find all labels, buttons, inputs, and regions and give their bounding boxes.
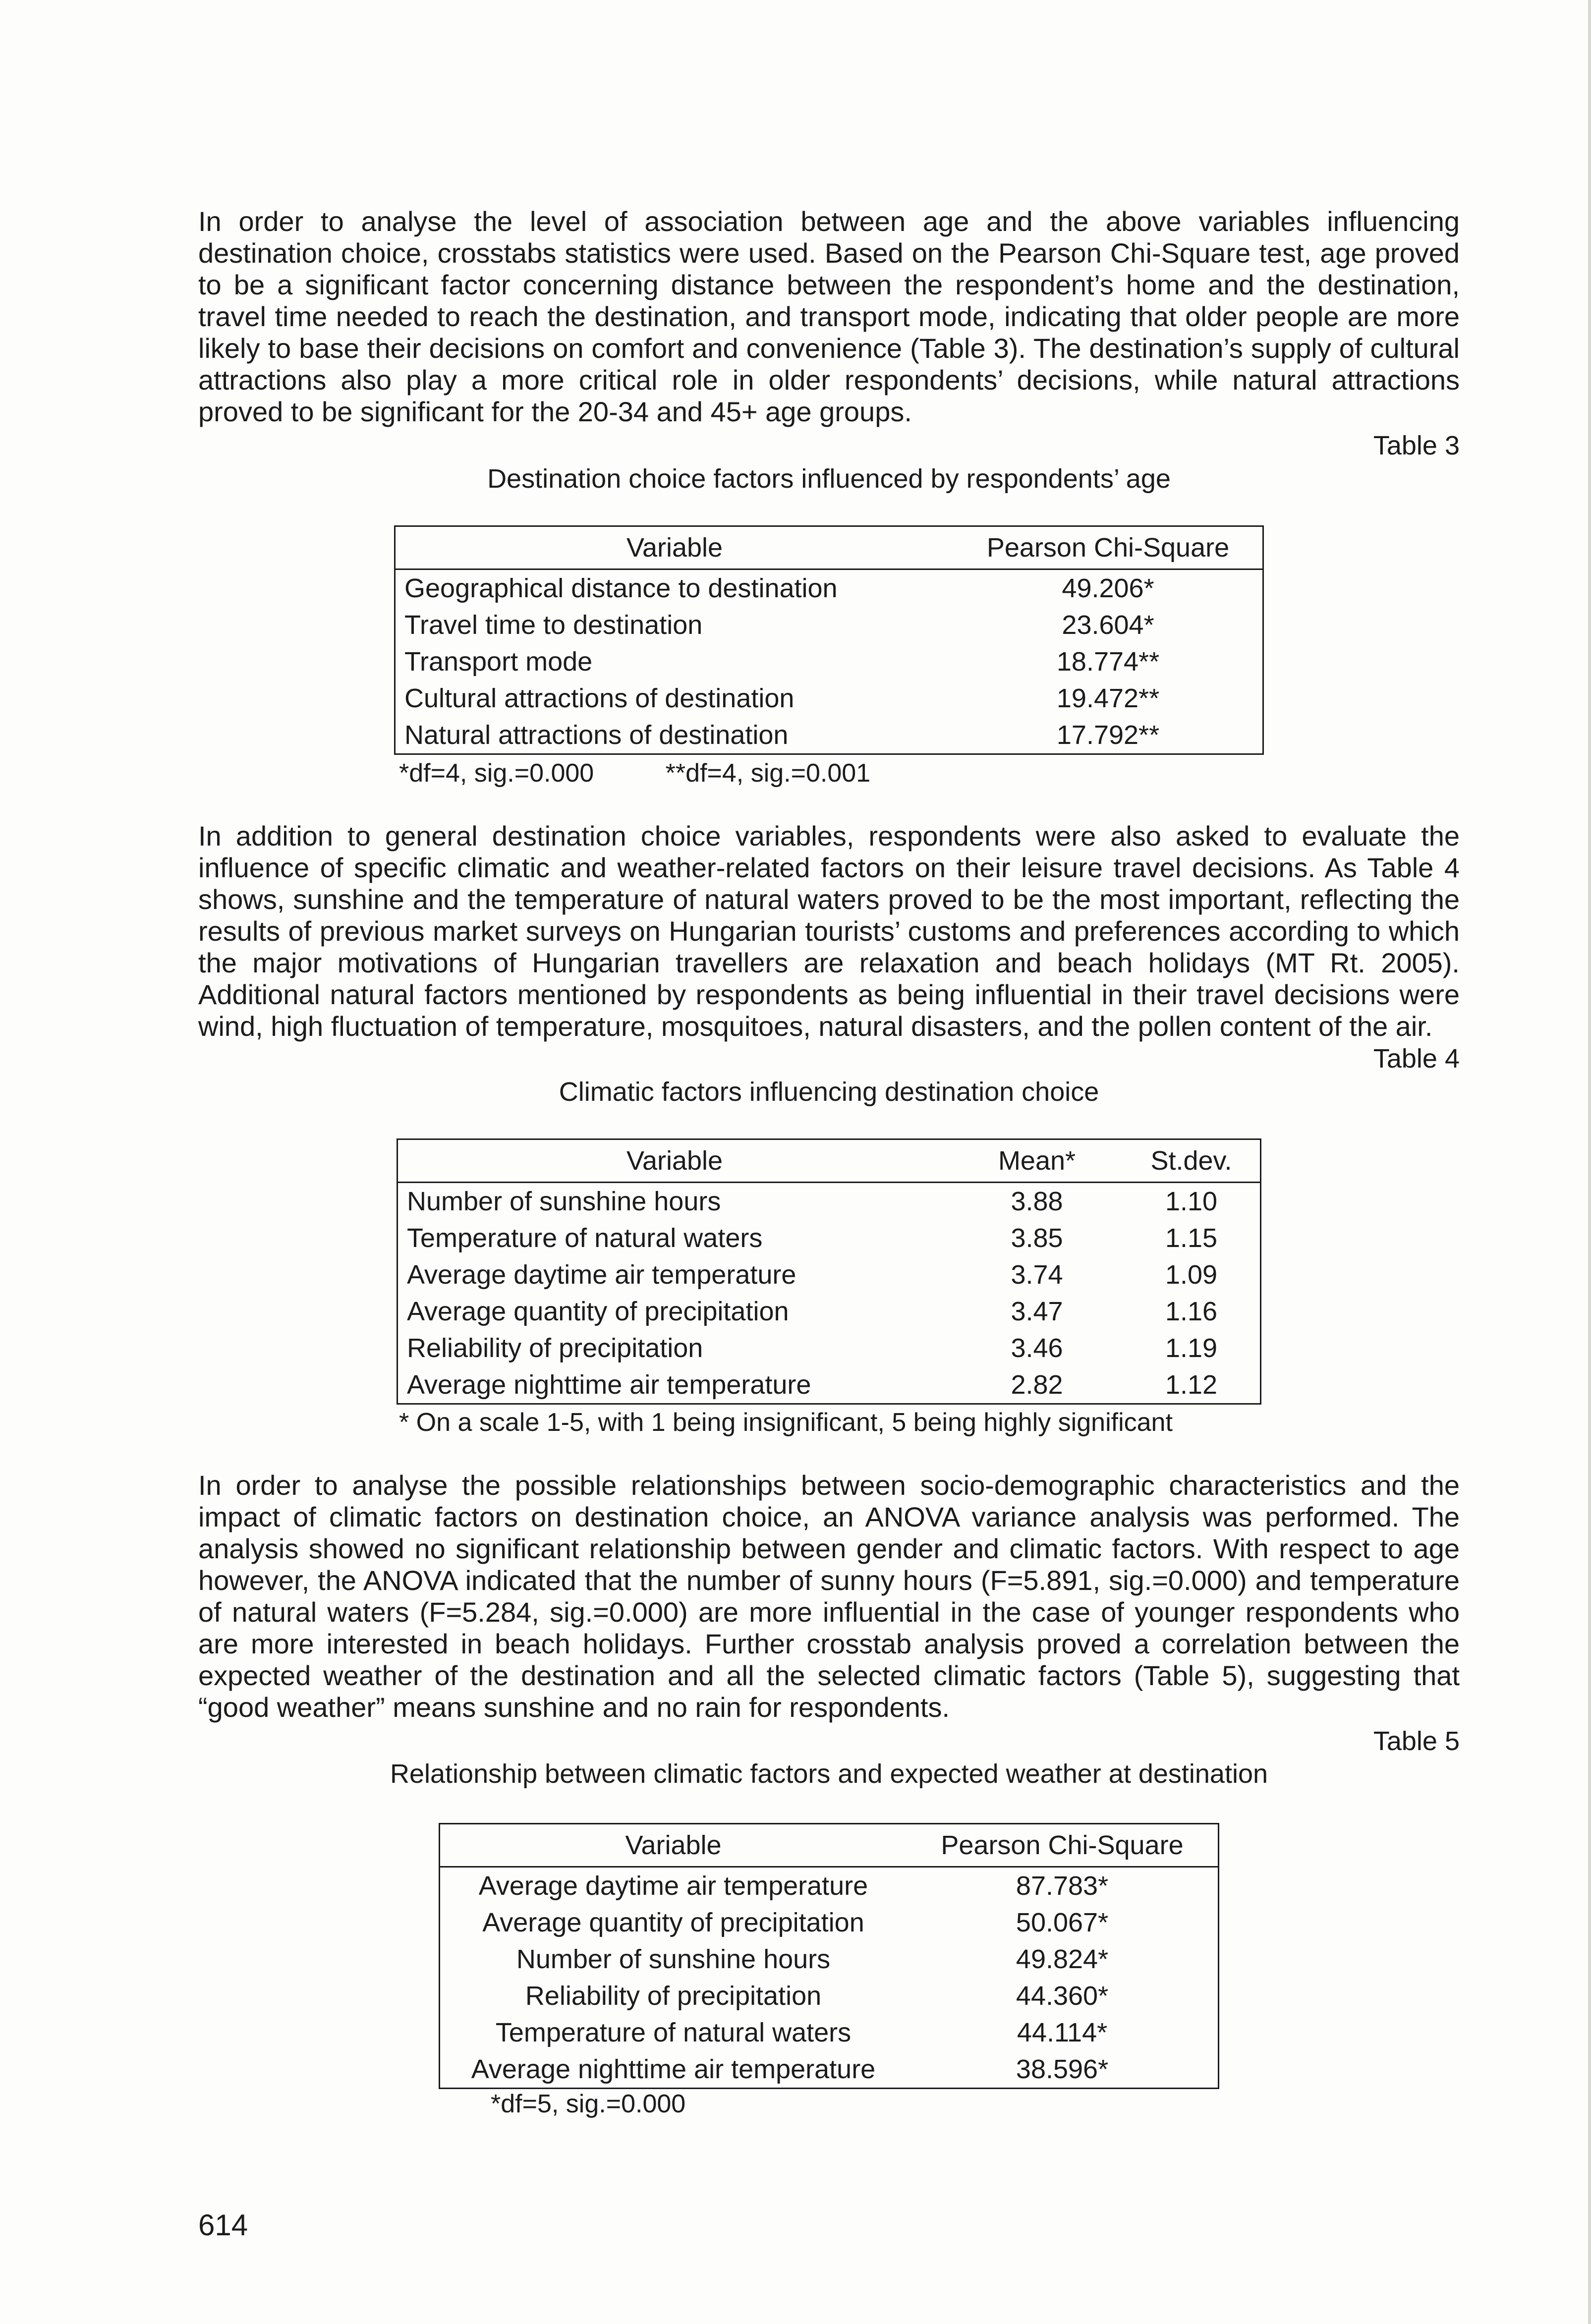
mean-cell: 3.85 <box>1011 1223 1063 1253</box>
variable-cell: Average quantity of precipitation <box>482 1908 864 1937</box>
variable-cell: Average nighttime air temperature <box>407 1370 811 1400</box>
table-5-caption: Relationship between climatic factors and expected weather at destination <box>390 1759 1268 1789</box>
value-cell: 44.360* <box>1016 1981 1109 2011</box>
value-cell: 49.824* <box>1016 1944 1109 1974</box>
table-row <box>440 1941 1219 1978</box>
variable-cell: Average nighttime air temperature <box>471 2054 876 2084</box>
variable-cell: Temperature of natural waters <box>407 1223 763 1253</box>
table-4 <box>397 1138 1261 1405</box>
table-5 <box>439 1823 1219 2089</box>
table-row <box>398 1293 1261 1330</box>
variable-cell: Reliability of precipitation <box>407 1333 703 1363</box>
mean-cell: 3.74 <box>1011 1260 1063 1290</box>
column-header-stdev: St.dev. <box>1123 1139 1261 1183</box>
stdev-cell: 1.15 <box>1165 1223 1218 1253</box>
table-4-note: * On a scale 1-5, with 1 being insignificant, 5 being highly significant <box>399 1408 1173 1437</box>
table-header-row <box>440 1824 1219 1867</box>
value-cell: 38.596* <box>1016 2054 1109 2084</box>
stdev-cell: 1.10 <box>1165 1187 1218 1216</box>
variable-cell: Number of sunshine hours <box>516 1944 831 1974</box>
table-3 <box>394 525 1264 755</box>
table-row <box>398 1366 1261 1404</box>
variable-cell: Average daytime air temperature <box>407 1260 796 1290</box>
variable-cell: Travel time to destination <box>404 610 703 640</box>
value-cell: 17.792** <box>1056 720 1160 750</box>
stdev-cell: 1.12 <box>1165 1370 1218 1400</box>
variable-cell: Number of sunshine hours <box>407 1187 721 1216</box>
mean-cell: 3.88 <box>1011 1187 1063 1216</box>
mean-cell: 2.82 <box>1011 1370 1063 1400</box>
variable-cell: Transport mode <box>404 647 593 677</box>
column-header-mean: Mean* <box>951 1139 1123 1183</box>
value-cell: 87.783* <box>1016 1871 1109 1901</box>
page-edge <box>1588 0 1591 2324</box>
value-cell: 19.472** <box>1056 683 1160 713</box>
variable-cell: Geographical distance to destination <box>404 573 838 603</box>
variable-cell: Average quantity of precipitation <box>407 1297 789 1326</box>
table-3-note: *df=4, sig.=0.000 **df=4, sig.=0.001 <box>399 759 871 788</box>
table-5-note: *df=5, sig.=0.000 <box>491 2090 686 2118</box>
column-header-variable: Variable <box>440 1824 907 1867</box>
stdev-cell: 1.16 <box>1165 1297 1218 1326</box>
column-header-variable: Variable <box>398 1139 952 1183</box>
value-cell: 44.114* <box>1017 2018 1108 2047</box>
value-cell: 18.774** <box>1056 647 1160 677</box>
stdev-cell: 1.19 <box>1165 1333 1218 1363</box>
mean-cell: 3.46 <box>1011 1333 1063 1363</box>
table-row <box>440 1867 1219 1905</box>
variable-cell: Cultural attractions of destination <box>404 683 795 713</box>
variable-cell: Temperature of natural waters <box>495 2018 852 2047</box>
table-row <box>398 1256 1261 1293</box>
table-row <box>440 1978 1219 2014</box>
table-row <box>398 1220 1261 1256</box>
value-cell: 50.067* <box>1016 1908 1109 1937</box>
table-4-label: Table 4 <box>1373 1044 1460 1074</box>
stdev-cell: 1.09 <box>1165 1260 1218 1290</box>
table-row <box>398 1330 1261 1366</box>
variable-cell: Natural attractions of destination <box>404 720 789 750</box>
table-3-caption: Destination choice factors influenced by respondents’ age <box>487 464 1171 494</box>
table-row <box>395 680 1263 717</box>
table-header-row <box>398 1139 1261 1183</box>
table-row <box>395 643 1263 680</box>
table-5-label: Table 5 <box>1373 1726 1460 1756</box>
paragraph-1: In order to analyse the level of association between age and the above variables influencing destination choice, crosstabs statistics were used. Based on the Pearson Chi-Square test, age proved to be a significant factor concerning distance between the respondent’s home and the destination, travel time needed to reach the destination, and transport mode, indicating that older people are more likely to base their decisions on comfort and convenience (Table 3). The destination’s supply of cultural attractions also play a more critical role in older respondents’ decisions, while natural attractions proved to be significant for the 20-34 and 45+ age groups. <box>198 206 1460 427</box>
value-cell: 23.604* <box>1062 610 1154 640</box>
paragraph-2: In addition to general destination choice variables, respondents were also asked to evaluate the influence of specific climatic and weather-related factors on their leisure travel decisions. As Table 4 shows, sunshine and the temperature of natural waters proved to be the most important, reflecting the results of previous market surveys on Hungarian tourists’ customs and preferences according to which the major motivations of Hungarian travellers are relaxation and beach holidays (MT Rt. 2005). Additional natural factors mentioned by respondents as being influential in their travel decisions were wind, high fluctuation of temperature, mosquitoes, natural disasters, and the pollen content of the air. <box>198 820 1460 1042</box>
table-row <box>395 607 1263 643</box>
table-row <box>395 569 1263 607</box>
variable-cell: Average daytime air temperature <box>478 1871 868 1901</box>
paragraph-3: In order to analyse the possible relationships between socio-demographic characteristics and the impact of climatic factors on destination choice, an ANOVA variance analysis was performed. The analysis showed no significant relationship between gender and climatic factors. With respect to age however, the ANOVA indicated that the number of sunny hours (F=5.891, sig.=0.000) and temperature of natural waters (F=5.284, sig.=0.000) are more influential in the case of younger respondents who are more interested in beach holidays. Further crosstab analysis proved a correlation between the expected weather of the destination and all the selected climatic factors (Table 5), suggesting that “good weather” means sunshine and no rain for respondents. <box>198 1470 1460 1723</box>
table-4-caption: Climatic factors influencing destination choice <box>559 1077 1099 1107</box>
page-number: 614 <box>198 2209 248 2242</box>
column-header-variable: Variable <box>395 526 954 569</box>
table-row <box>395 717 1263 754</box>
value-cell: 49.206* <box>1062 573 1154 603</box>
table-row <box>440 2051 1219 2089</box>
table-row <box>440 2014 1219 2051</box>
table-row <box>440 1904 1219 1941</box>
mean-cell: 3.47 <box>1011 1297 1063 1326</box>
column-header-pearson: Pearson Chi-Square <box>907 1824 1219 1867</box>
column-header-pearson: Pearson Chi-Square <box>954 526 1263 569</box>
table-header-row <box>395 526 1263 569</box>
table-row <box>398 1183 1261 1220</box>
variable-cell: Reliability of precipitation <box>525 1981 822 2011</box>
table-3-label: Table 3 <box>1373 431 1460 460</box>
